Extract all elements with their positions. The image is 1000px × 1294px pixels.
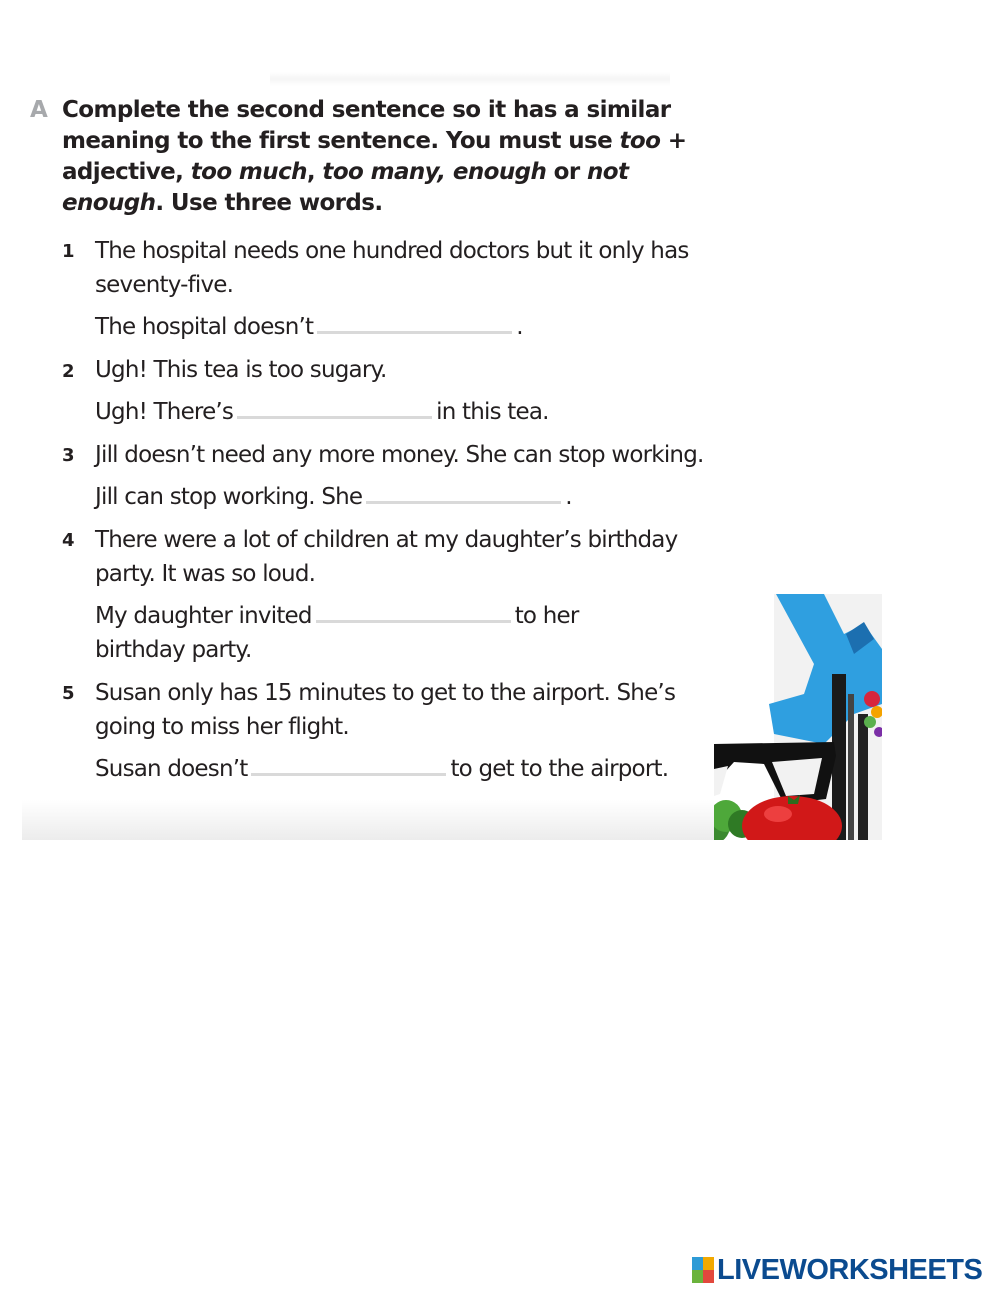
question-prompt: Jill doesn’t need any more money. She can stop working. — [95, 442, 704, 468]
answer-line: Ugh! There’s in this tea. — [95, 399, 549, 425]
question-number: 3 — [62, 445, 75, 466]
question-number: 2 — [62, 361, 75, 382]
exercise-instructions: Complete the second sentence so it has a similar meaning to the first sentence. You must use too + adjective, too much, too many, enough or not enough. Use three words. — [62, 97, 687, 216]
scan-shade-bottom — [22, 800, 722, 840]
logo-mark-icon — [692, 1257, 714, 1283]
logo-text: LIVEWORKSHEETS — [717, 1253, 983, 1286]
question-number: 5 — [62, 683, 75, 704]
answer-line: The hospital doesn’t . — [95, 314, 523, 340]
answer-blank[interactable] — [316, 616, 511, 623]
answer-line: Susan doesn’t to get to the airport. — [95, 756, 669, 782]
answer-blank[interactable] — [251, 769, 446, 776]
answer-blank[interactable] — [317, 327, 512, 334]
question-prompt: There were a lot of children at my daughter’s birthday party. It was so loud. — [95, 527, 678, 587]
answer-blank[interactable] — [237, 412, 432, 419]
answer-line: My daughter invited to her birthday party. — [95, 603, 579, 663]
scan-shade-top — [270, 72, 670, 86]
question-number: 1 — [62, 241, 75, 262]
question-prompt: Susan only has 15 minutes to get to the airport. She’s going to miss her flight. — [95, 680, 676, 740]
liveworksheets-logo — [692, 1253, 982, 1287]
answer-line: Jill can stop working. She . — [95, 484, 572, 510]
question-prompt: Ugh! This tea is too sugary. — [95, 357, 387, 383]
desk-objects-illustration-icon — [714, 594, 882, 840]
question-prompt: The hospital needs one hundred doctors but it only has seventy-five. — [95, 238, 689, 298]
section-letter: A — [30, 97, 48, 123]
answer-blank[interactable] — [366, 497, 561, 504]
question-number: 4 — [62, 530, 75, 551]
